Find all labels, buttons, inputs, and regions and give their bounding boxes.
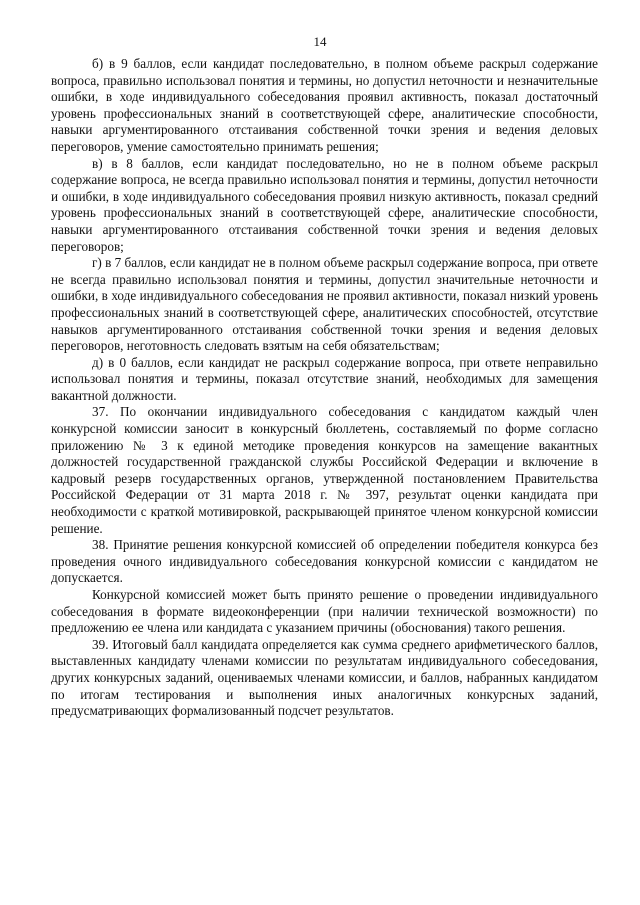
paragraph-v-8-points: в) в 8 баллов, если кандидат последовательно, но не в полном объеме раскрыл содержание вопроса, не всегда правильно использовал понятия и термины, допустил неточности и ошибки, в ходе индивидуального собеседования проявил низкую активность, показал средний уровень профессиональных знаний в соответствующей сфере, аналитические способности, навыки аргументированного отстаивания собственной точки зрения и ведения деловых переговоров;	[51, 155, 598, 254]
document-body	[51, 56, 598, 720]
paragraph-37: 37. По окончании индивидуального собеседования с кандидатом каждый член конкурсной комиссии заносит в конкурсный бюллетень, составляемый по форме согласно приложению № 3 к единой методике проведения конкурсов на замещение вакантных должностей государственной гражданской службы Российской Федерации и включение в кадровый резерв государственных органов, утвержденной постановлением Правительства Российской Федерации от 31 марта 2018 г. № 397, результат оценки кандидата при необходимости с краткой мотивировкой, раскрывающей принятое членом конкурсной комиссии решение.	[51, 404, 598, 536]
paragraph-videoconference: Конкурсной комиссией может быть принято решение о проведении индивидуального собеседования в формате видеоконференции (при наличии технической возможности) по предложению ее члена или кандидата с указанием причины (обоснования) такого решения.	[51, 587, 598, 636]
paragraph-d-0-points: д) в 0 баллов, если кандидат не раскрыл содержание вопроса, при ответе неправильно использовал понятия и термины, показал отсутствие знаний, необходимых для замещения вакантной должности.	[51, 354, 598, 403]
paragraph-39: 39. Итоговый балл кандидата определяется как сумма среднего арифметического баллов, выставленных кандидату членами комиссии по результатам индивидуального собеседования, других конкурсных заданий, оцениваемых членами комиссии, и баллов, набранных кандидатом по итогам тестирования и выполнения иных аналогичных конкурсных заданий, предусматривающих формализованный подсчет результатов.	[51, 636, 598, 719]
page-number: 14	[313, 34, 327, 49]
paragraph-b-9-points: б) в 9 баллов, если кандидат последовательно, в полном объеме раскрыл содержание вопроса, правильно использовал понятия и термины, но допустил неточности и незначительные ошибки, в ходе индивидуального собеседования проявил активность, показал достаточный уровень профессиональных знаний в соответствующей сфере, аналитические способности, навыки аргументированного отстаивания собственной точки зрения и ведения деловых переговоров, умение самостоятельно принимать решения;	[51, 56, 598, 154]
paragraph-g-7-points: г) в 7 баллов, если кандидат не в полном объеме раскрыл содержание вопроса, при ответе не всегда правильно использовал понятия и термины, допустил значительные неточности и ошибки, в ходе индивидуального собеседования не проявил активности, показал низкий уровень профессиональных знаний в соответствующей сфере, аналитических способностей, отсутствие навыков аргументированного отстаивания собственной точки зрения и ведения деловых переговоров, неготовность следовать взятым на себя обязательствам;	[51, 255, 598, 354]
paragraph-38: 38. Принятие решения конкурсной комиссией об определении победителя конкурса без проведения очного индивидуального собеседования конкурсной комиссии с кандидатом не допускается.	[51, 537, 598, 586]
